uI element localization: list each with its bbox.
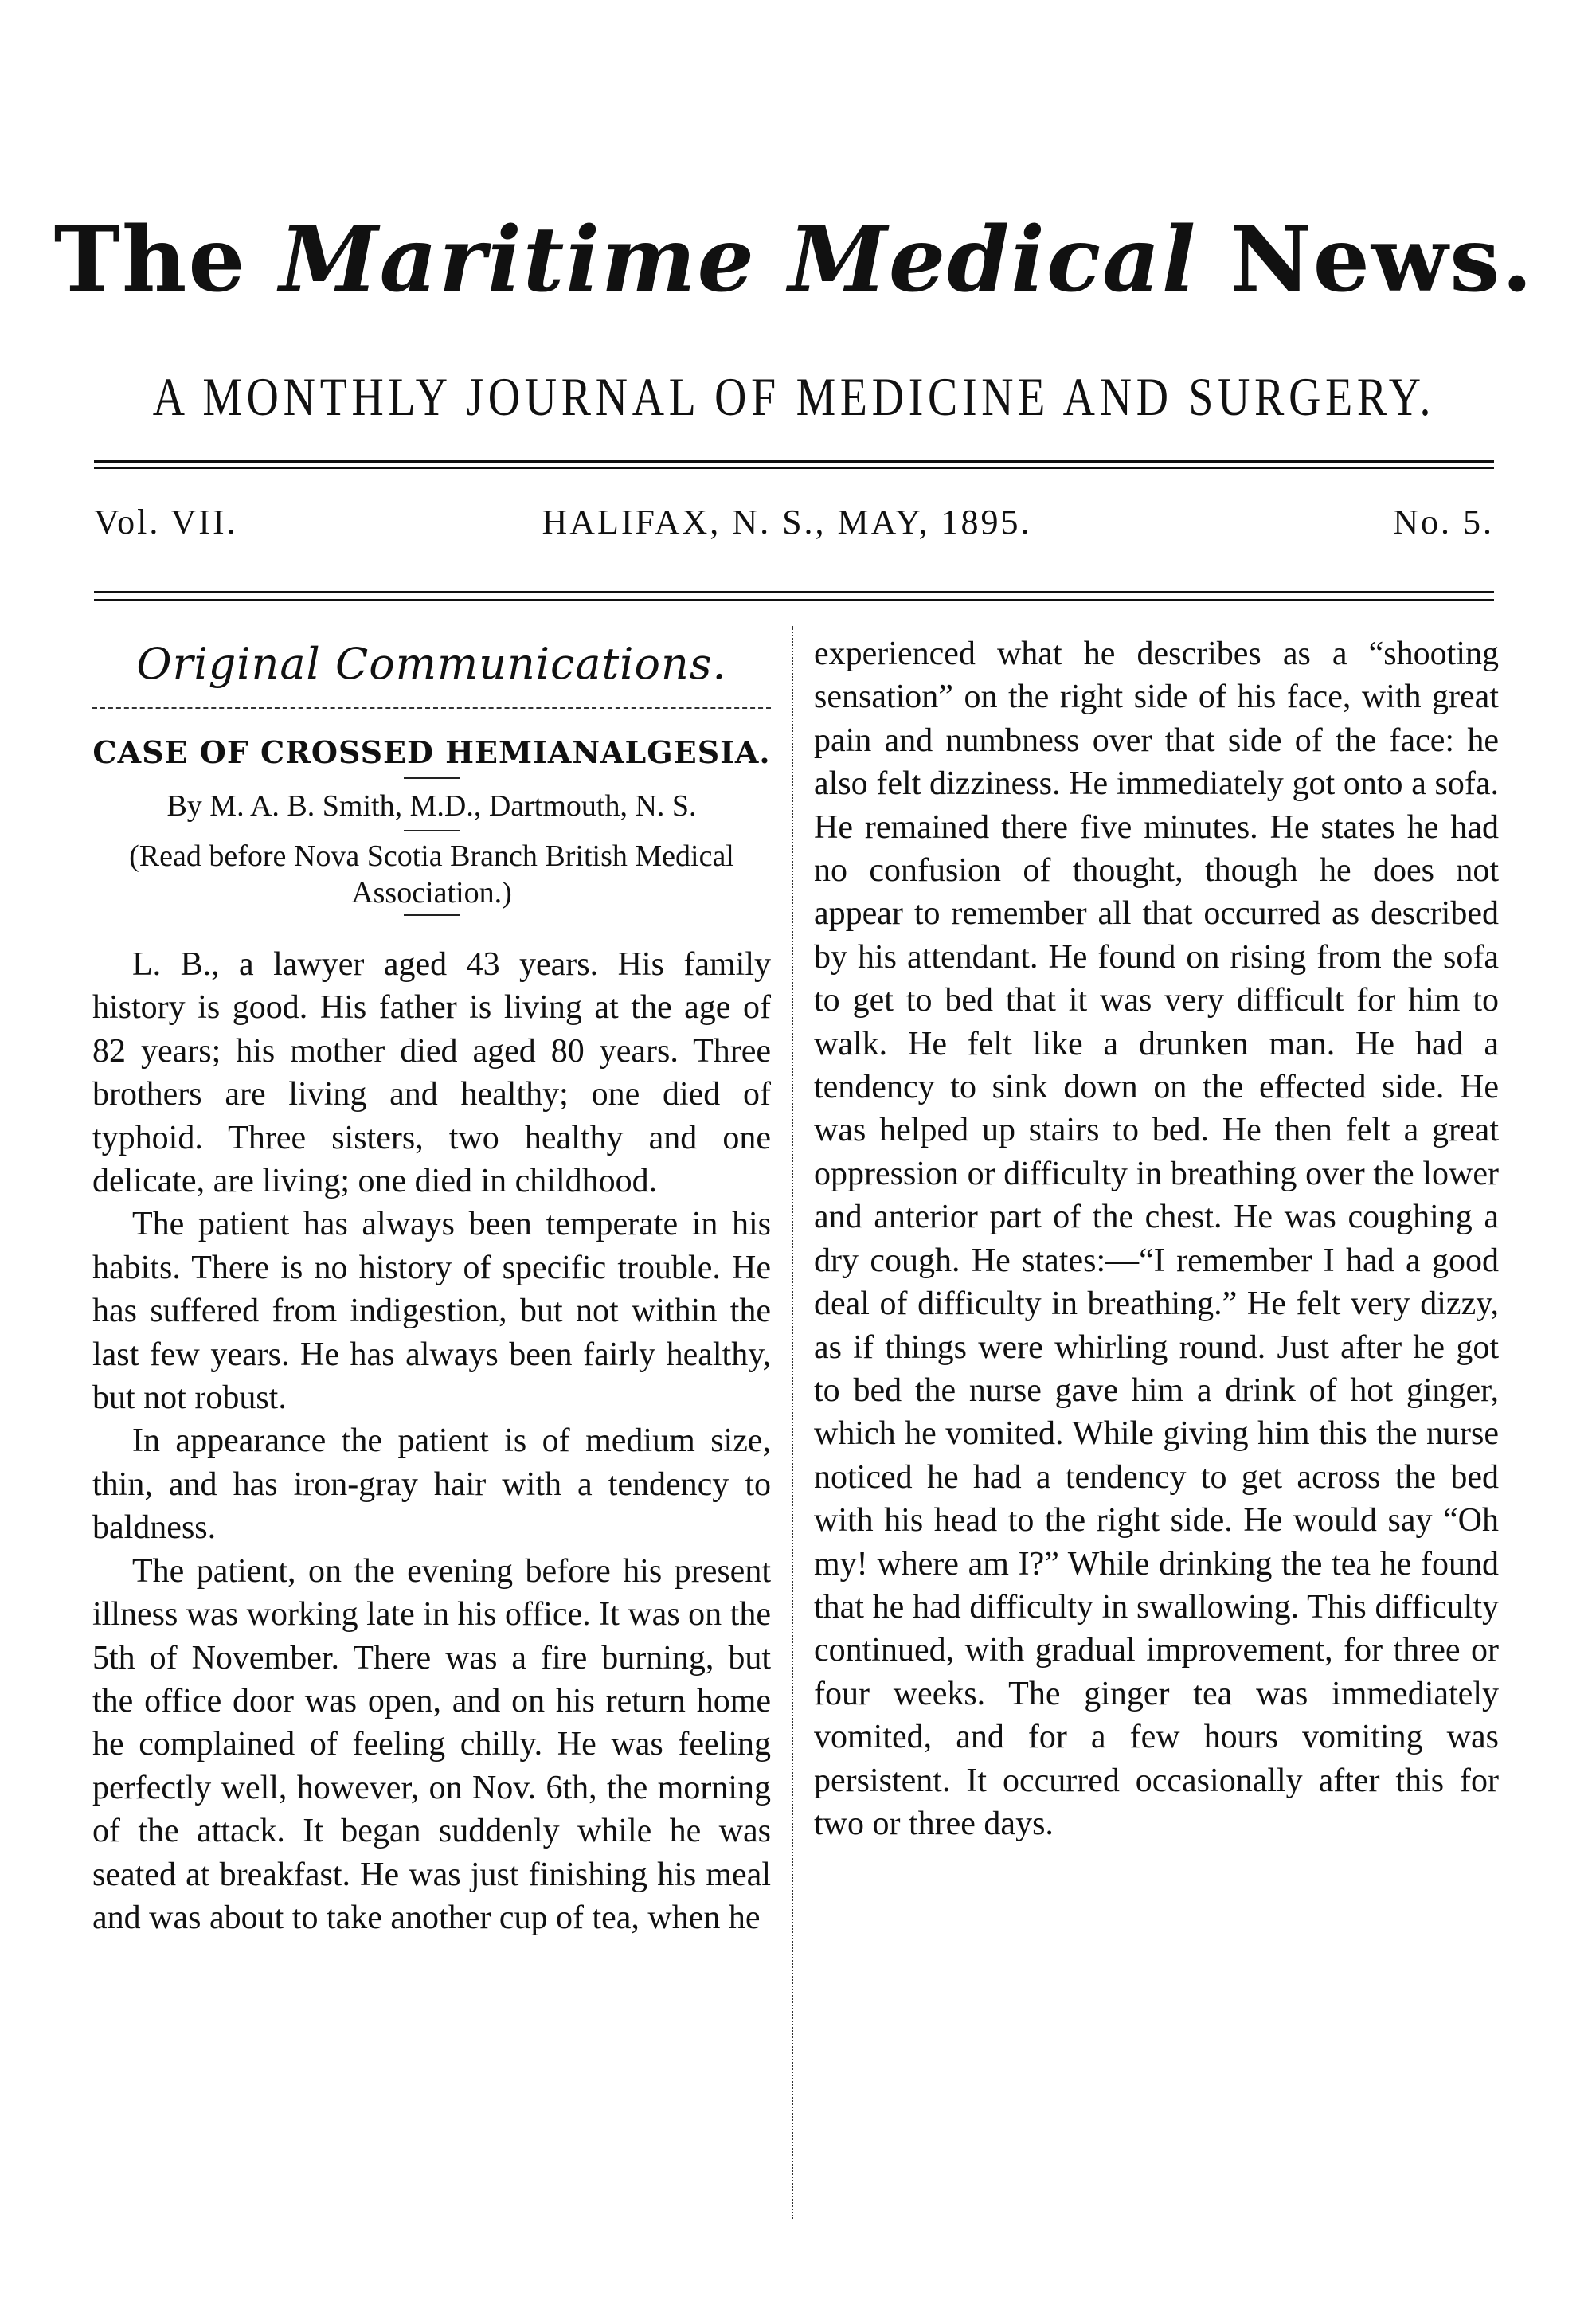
journal-title (0, 209, 1588, 312)
paragraph-symptoms: experienced what he describes as a “shooting sensation” on the right side of his face, with great pain and numbness over that side of the face: he also felt dizziness. He immediately got onto a sofa. He remained there five minutes. He states he had no confusion of thought, though he does not appear to remember all that occurred as described by his attendant. He found on rising from the sofa to get to bed that it was very difficult for him to walk. He felt like a drunken man. He had a tendency to sink down on the effected side. He was helped up stairs to bed. He then felt a great oppression or difficulty in breathing over the lower and anterior part of the chest. He was coughing a dry cough. He states:—“I remember I had a good deal of difficulty in breathing.” He felt very dizzy, as if things were whirling round. Just after he got to bed the nurse gave him a drink of hot ginger, which he vomited. While giving him this the nurse noticed he had a tendency to get across the bed with his head to the right side. He would say “Oh my! where am I?” While drinking the tea he found that he had difficulty in swallowing. This difficulty continued, with gradual improvement, for three or four weeks. The ginger tea was immediately vomited, and for a few hours vomiting was persistent. It occurred occasionally after this for two or three days. (814, 636, 1499, 1842)
volume-label: Vol. VII. (94, 503, 238, 542)
masthead-rule-bottom (94, 467, 1494, 469)
paragraph-appearance: In appearance the patient is of medium size, thin, and has iron-gray hair with a tendency to baldness. (92, 1422, 771, 1547)
note-rule (404, 914, 460, 916)
read-before-note: (Read before Nova Scotia Branch British Medical Association.) (129, 839, 734, 910)
section-heading: Original Communications. (136, 639, 727, 689)
masthead-rule-top (94, 460, 1494, 463)
left-column (92, 632, 771, 1939)
place-date-label: HALIFAX, N. S., MAY, 1895. (542, 503, 1032, 542)
title-space (756, 208, 788, 312)
section-heading-rule (92, 707, 771, 709)
byline-rule (404, 830, 460, 831)
issue-rule-bottom (94, 599, 1494, 601)
article-byline: By M. A. B. Smith, M.D., Dartmouth, N. S. (166, 789, 697, 823)
article-title: CASE OF CROSSED HEMIANALGESIA. (92, 734, 771, 770)
column-divider (792, 626, 793, 2219)
title-part-news: News. (1197, 208, 1535, 312)
paragraph-onset: The patient, on the evening before his present illness was working late in his office. It was on the 5th of November. There was a fire burning, but the office door was open, and on his return home he complained of feeling chilly. He was feeling perfectly well, however, on Nov. 6th, the morning of the attack. It began suddenly while he was seated at breakfast. He was just finishing his meal and was about to take another cup of tea, when he (92, 1552, 771, 1936)
issue-number-label: No. 5. (1393, 503, 1494, 542)
title-rule (404, 777, 460, 779)
title-part-the: The (53, 208, 280, 312)
right-column (814, 632, 1499, 1845)
paragraph-family-history: L. B., a lawyer aged 43 years. His family history is good. His father is living at the age of 82 years; his mother died aged 80 years. Three brothers are living and healthy; one died of typhoid. Three sisters, two healthy and one delicate, are living; one died in childhood. (92, 946, 771, 1200)
title-part-medical: Medical (788, 208, 1198, 312)
issue-rule-top (94, 591, 1494, 593)
journal-subtitle: A MONTHLY JOURNAL OF MEDICINE AND SURGERY. (152, 366, 1436, 427)
paragraph-habits: The patient has always been temperate in his habits. There is no history of specific trouble. He has suffered from indigestion, but not within the last few years. He has always been fairly healthy, but not robust. (92, 1206, 771, 1417)
title-part-maritime: Maritime (279, 208, 756, 312)
